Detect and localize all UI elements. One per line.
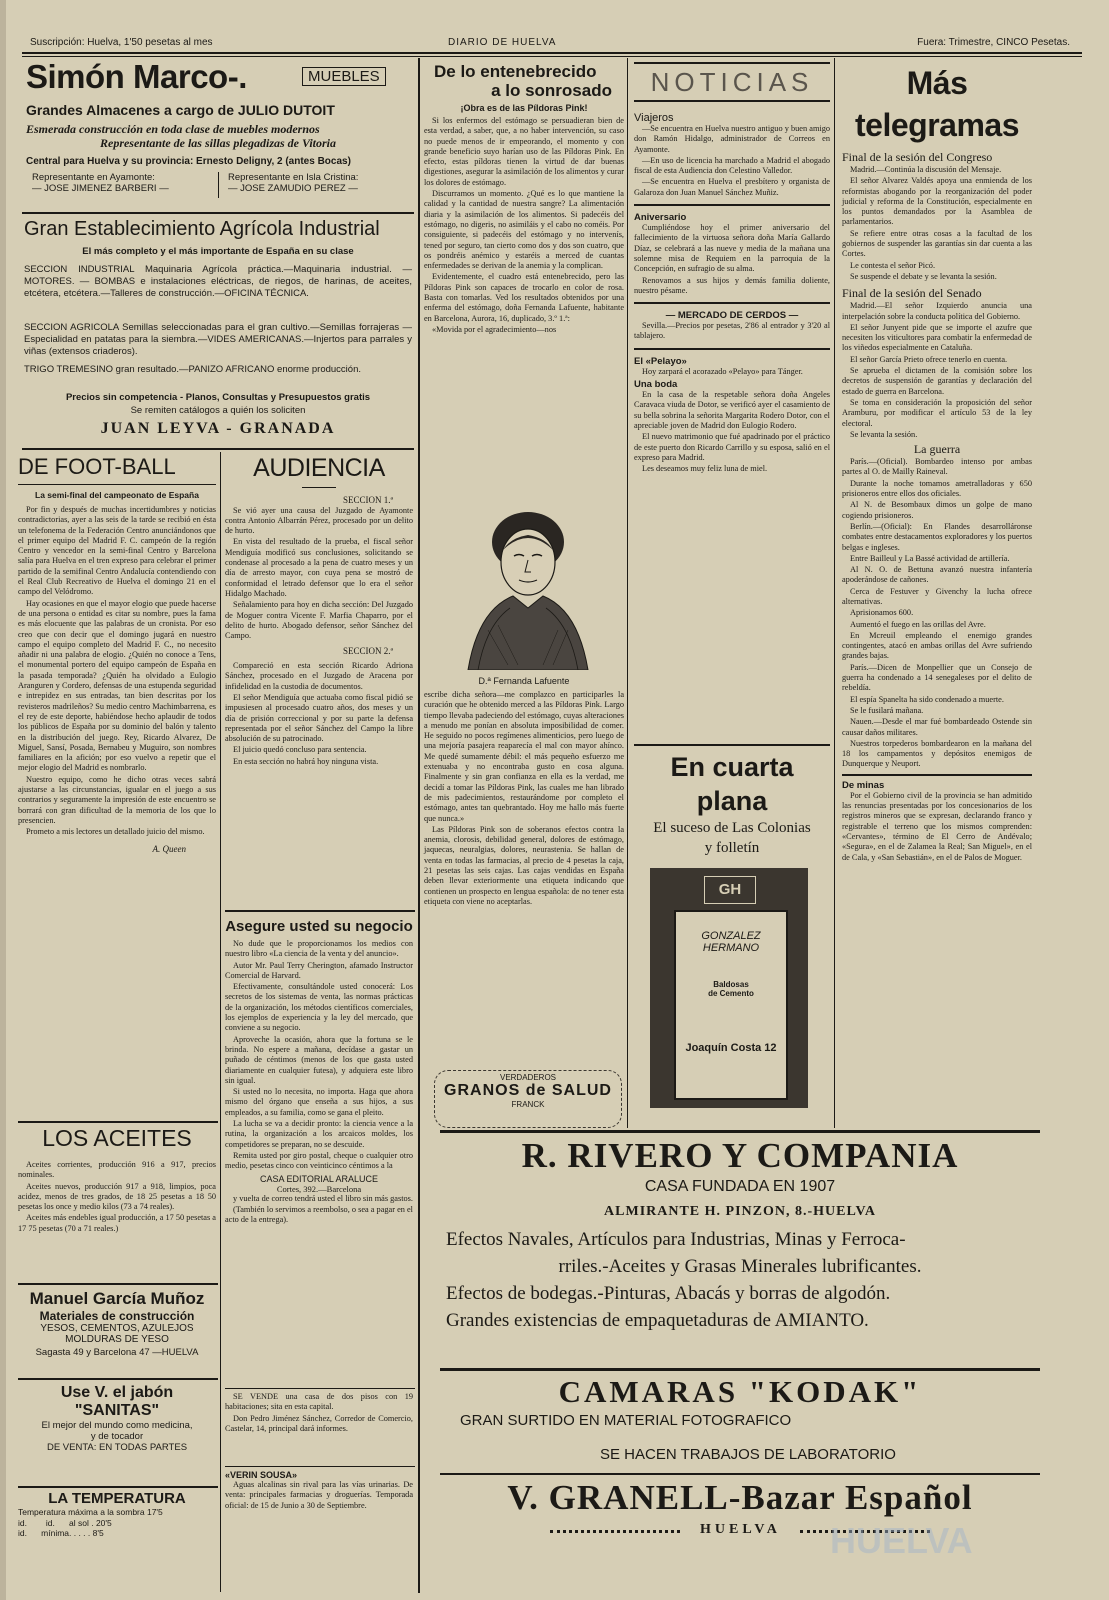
masthead-title: DIARIO DE HUELVA [448,37,557,48]
audiencia-p7: En esta sección no habrá hoy ninguna vista. [233,756,379,766]
senado-p2: El señor Junyent pide que se importe el azufre que necesiten los viticultores para combatir la enfermedad de los viñedos especialmente en Cataluña. [842,322,1032,353]
rivero-ad [440,1134,1040,1358]
asegure-p8: y vuelta de correo tendrá usted el libro sin más gastos. [233,1193,413,1203]
viajeros-p2: —En uso de licencia ha marchado a Madrid el abogado fiscal de esta Audiencia don Celestino Valledor. [634,155,830,176]
audiencia-title: AUDIENCIA [253,454,385,482]
stamp-line1: VERDADEROS [499,1073,556,1082]
cerdos-head: — MERCADO DE CERDOS — [665,310,799,322]
aceites-p2: Aceites nuevos, producción 917 a 918, limpios, poca acidez, menos de tres grados, de 18 25 pesetas a 18 50 pesetas los once y medio kilos (73 a 74 reales). [18,1181,216,1212]
audiencia-p4: Compareció en esta sección Ricardo Adriona Sánchez, procesado en el Juzgado de Aracena por infidelidad en la custodia de documentos. [225,661,413,691]
asegure-p2: Autor Mr. Paul Terry Cherington, afamado Instructor Comercial de Harvard. [225,960,413,980]
asegure-title: Asegure usted su negocio [225,918,413,935]
simon-tag: MUEBLES [302,67,386,86]
gh-brand2: HERMANO [702,942,760,954]
audiencia-article [225,454,413,768]
pildoras-stamp [434,1070,622,1128]
aniversario-head: Aniversario [634,212,687,224]
rule-cerdos [634,348,830,350]
audiencia-sec2: SECCION 2.ª [343,646,393,657]
gh-item2: de Cemento [708,989,754,998]
garcia-line1: YESOS, CEMENTOS, AZULEJOS [40,1323,194,1334]
senado-p1: Madrid.—El señor Izquierdo anuncia una interpelación sobre la conducta política del Gobierno. [842,301,1032,321]
rule-garcia [18,1378,218,1380]
rule-aceites [18,1283,218,1285]
guerra-p14: Nauen.—Desde el mar fué bombardeado Ostende sin causar daños militares. [842,717,1032,737]
rep-right-name: — JOSE ZAMUDIO PEREZ — [228,183,358,194]
minas-body [842,791,1032,863]
pildoras-title1: De lo entenebrecido [434,62,597,81]
garcia-ad [18,1289,216,1358]
pildoras-p3: Evidentemente, el cuadro está entenebrecido, pero las Píldoras Pink son capaces de trocarlo en color de rosa. Basta con tomarlas. Ved los resultados obtenidos por una enferma del estómago, doña Fernanda Lafuente, habitante en Barcelona, Aurora, 16, duplicado, 3.º 1.ª: [424,272,624,323]
col-rule-2 [418,58,420,1593]
aniversario-body [634,223,830,296]
asegure-body2 [225,1194,413,1226]
audiencia-p2: En vista del resultado de la prueba, el fiscal señor Mendiguía modificó sus conclusiones, solicitando se condenase al procesado a la pena de cuatro meses y un día de arresto mayor, con cuya pena se mostró de conformidad el letrado defensor que lo era el señor Hidalgo Machado. [225,537,413,598]
agricola-trigo: TRIGO TREMESINO gran resultado.—PANIZO AFRICANO enorme producción. [24,364,362,375]
guerra-p13: Se le fusilará mañana. [850,705,924,715]
football-article [18,454,216,854]
sanitas-line3: DE VENTA: EN TODAS PARTES [46,1442,188,1453]
pildoras-title2: a lo sonrosado [491,81,612,100]
viajeros-head: Viajeros [634,112,674,124]
pildoras-p2: Discurramos un momento. ¿Qué es lo que mantiene la calidad y la cantidad de nuestra sangre? La alimentación diaria y la asimilación de los alimentos. Si padecéis del estómago, no digeris, no asimiláis y el cabo no coméis. Por consiguiente, si padecéis del estómago y no intervenís, tened por seguro, tan cierto como dos y dos son cuatro, que os pondréis anémico y estaréis a merced de cuantas enfermedades se derivan de la anemia y la complican. [424,189,624,271]
vende-text: SE VENDE una casa de dos pisos con 19 habitaciones; sita en esta capital. [225,1392,413,1412]
senado-body [842,301,1032,440]
telegramas-column [842,62,1032,864]
senado-p6: Se levanta la sesión. [850,429,918,439]
asegure-address: Cortes, 392.—Barcelona [276,1183,362,1194]
rule-simon [22,212,414,214]
simon-central: Central para Huelva y su provincia: Ernesto Deligny, 2 (antes Bocas) [26,156,351,167]
simon-rep-left [32,172,217,194]
simon-line2: Esmerada construcción en toda clase de muebles modernos [26,122,320,136]
congreso-p2: El señor Alvarez Valdés apoya una enmienda de los reformistas abogando por la reorganización del poder judicial y reforma de la Constitución, especialmente en los puntos demandados por la Asamblea de parlamentarios. [842,176,1032,227]
temperatura-box [18,1490,216,1539]
telegramas-title: Más telegramas [855,65,1019,143]
pelayo-head: El «Pelayo» [634,355,687,367]
rule-sanitas [18,1486,218,1488]
aceites-title: LOS ACEITES [42,1125,192,1151]
congreso-p3: Se refiere entre otras cosas a la facultad de los gobiernos de suspender las garantías sin dar cuenta a las Cortes. [842,228,1032,259]
gh-panel [674,910,788,1100]
asegure-p9: (También lo servimos a reembolso, o sea a pagar en el acto de la entrega). [225,1204,413,1225]
agricola-industrial: SECCION INDUSTRIAL Maquinaria Agrícola práctica.—Maquinaria industrial. — MOTORES. — BOMBAS e instalaciones eléctricas, de riegos, de harinas, de aceites, etcétera, etcétera.—Talleres de construcción.—OFICINA TÉCNICA. [24,264,412,299]
agricola-subtitle: El más completo y el más importante de España en su clase [82,246,354,257]
masthead [30,37,1070,51]
masthead-rule-thin [22,56,1082,57]
senado-p5: Se toma en consideración la proposición del señor Aramburu, por modificar el artículo 53 de la ley electoral. [842,397,1032,428]
asegure-p7: Remita usted por giro postal, cheque o cualquier otro medio, pesetas cinco con veinticinco céntimos a la [225,1150,413,1171]
audiencia-ornament [302,487,336,488]
cuarta-plana [634,750,830,858]
asegure-p3: Efectivamente, consultándole usted conocerá: Los secretos de los sistemas de venta, las normas prácticas de la organización, los métodos científicos comerciales, los ejemplos de experiencia y la ley del mercado, que conviene a su negocio. [225,982,413,1033]
rivero-line3: Efectos de bodegas.-Pinturas, Abacás y borras de algodón. [446,1283,891,1304]
rep-right-title: Representante en Isla Cristina: [228,172,359,183]
verin-text: Aguas alcalinas sin rival para las vías urinarias. De venta: principales farmacias y droguerías. Temporada oficial: de 15 de Junio a 30 de Septiembre. [225,1480,413,1510]
asegure-p6: La lucha se va a decidir pronto: la ciencia vence a la rutina, la organización a los arcaicos moldes, los competidores se preparan, no se descuide. [225,1119,413,1149]
rule-viajeros [634,204,830,206]
stamp-line3: FRANCK [511,1100,545,1109]
asegure-ad [225,918,413,1226]
rule-agricola [22,448,414,450]
col-rule-3 [627,58,628,1128]
guerra-p7: Cerca de Festuver y Givenchy la lucha ofrece alternativas. [842,586,1032,606]
audiencia-sec2-body [225,661,413,767]
guerra-p8: Aprisionamos 600. [850,608,914,618]
football-body [18,505,216,838]
simon-line3: Representante de las sillas plegadizas de Vitoria [99,136,336,150]
guerra-p10: En Mcreuil empleando el enemigo grandes contingentes, atacó en ambas orillas del Avre sufriendo grandes bajas. [842,630,1032,661]
minas-p1: Por el Gobierno civil de la provincia se han admitido las renuncias presentadas por los concesionarios de los registros mineros que se expresan, declarando franco y registrable el terreno que los mismos comprenden: «Cervantes», término de El Cerro de Andévalo; «Segura», en el de Zalamea la Real; San Miguel», en el de Cala, y «San Sebastián», en el de Palos de Moguer. [842,790,1032,862]
pelayo-p1: Hoy zarpará el acorazado «Pelayo» para Tánger. [642,366,803,376]
asegure-p1: No dude que le proporcionamos los medios con nuestro libro «La ciencia de la venta y del anuncio». [225,939,413,959]
temperatura-max-sun: id. id. al sol . 20'5 [18,1517,112,1528]
rivero-line4: Grandes existencias de empaquetaduras de AMIANTO. [446,1310,869,1331]
football-title: DE FOOT-BALL [18,454,176,479]
football-p4: Prometo a mis lectores un detallado juicio del mismo. [26,827,205,837]
congreso-p5: Se suspende el debate y se levanta la sesión. [850,271,997,281]
col-rule-4 [834,58,835,1128]
stamp-line2: GRANOS de SALUD [444,1082,612,1099]
boda-body [634,390,830,474]
rule-aniversario [634,302,830,304]
pildoras-subtitle: ¡Obra es de las Píldoras Pink! [460,103,588,113]
senado-p4: Se aprueba el dictamen de la comisión sobre los decretos de suspensión de garantías y declaración del estado de guerra en Barcelona. [842,366,1032,396]
page-edge-left [0,0,6,1600]
guerra-p1: París.—(Oficial). Bombardeo intenso por ambas partes al O. de Mailly Raineval. [842,457,1032,477]
viajeros-p3: —Se encuentra en Huelva el presbítero y organista de Galaroza don Juan Manuel Sánchez Muñiz. [634,177,830,197]
rep-divider [218,172,219,198]
congreso-body [842,165,1032,282]
granell-city: HUELVA [700,1522,781,1537]
guerra-body [842,457,1032,770]
rule-rivero-top [440,1130,1040,1133]
rivero-address: ALMIRANTE H. PINZON, 8.-HUELVA [604,1204,876,1219]
garcia-sub: Materiales de construcción [39,1309,195,1323]
aceites-p3: Aceites más endebles igual producción, a 17 50 pesetas a 17 75 pesetas (70 a 71 reales.) [18,1213,216,1233]
agricola-agricola: SECCION AGRICOLA Semillas seleccionadas para el gran cultivo.—Semillas forrajeras —Especialidad en patatas para la siembra.—VIDES AMERICANAS.—Injertos para parrales y viñas (extensos criaderos). [24,322,412,357]
rivero-founded: CASA FUNDADA EN 1907 [644,1178,836,1195]
senado-head: Final de la sesión del Senado [842,286,982,301]
portrait-caption: D.ª Fernanda Lafuente [478,676,570,686]
rule-asegure [225,1388,415,1389]
football-p3: Nuestro equipo, como he dicho otras veces sabrá ajustarse a las circunstancias, igualar en el juego a sus contrarios y seguramente la impresión de este encuentro se borrará con gran dificultad de la memoria de los que lo presencien. [18,774,216,825]
boda-p1: En la casa de la respetable señora doña Angeles Caravaca viuda de Dotor, se verificó ayer el casamiento de su bella sobrina la señorita Margarita Rodero Dotor, con el apreciable joven de Madrid don Eulogio Rodero. [634,390,830,430]
rule-kodak [440,1473,1040,1475]
football-signature: A. Queen [152,843,186,854]
rule-audiencia [225,910,415,912]
pildoras-p5: escribe dicha señora—me complazco en participarles la curación que he obtenido merced a las Píldoras Pink. Largo tiempo llevaba padeciendo del estómago, cuyas alteraciones a menudo me ponían en absoluta imposibilidad de comer. He seguido no pocos regímenes alimenticios, pero luego de una mejoría pasajera reaparecía el mal con mayor ahínco. Me quedé sumamente débil: el más pequeño esfuerzo me extenuaba y no encontraba gusto en cosa alguna. Finalmente y sin gran confianza en ella es la verdad, me decidí a tomar las Píldoras Pink, las cuales me han librado de mis padecimientos, restaurándome por completo el estómago, antes tan quebrantado. Hoy me hallo más fuerte que nunca.» [424,690,624,823]
garcia-title: Manuel García Muñoz [29,1289,205,1308]
garcia-line2: MOLDURAS DE YESO [65,1334,169,1345]
guerra-p3: Al N. de Besombaux dimos un golpe de mano cogiendo prisioneros. [842,500,1032,520]
guerra-p12: El espía Spanelta ha sido condenado a muerte. [850,694,1004,704]
kodak-ad [440,1374,1040,1544]
rivero-line1: Efectos Navales, Artículos para Industrias, Minas y Ferroca- [446,1229,906,1250]
garcia-address: Sagasta 49 y Barcelona 47 —HUELVA [35,1347,199,1358]
pildoras-p6: Las Píldoras Pink son de soberanos efectos contra la anemia, clorosis, debilidad general, dolores de estómago, jaquecas, neuralgias, dolores, neurastenia. Se hallan de venta en todas las farmacias, al precio de 4 pesetas la caja, 21 pesetas las seis cajas. Las cajas vendidas en España deben llevar exteriormente una etiqueta indicando que contienen un prospecto en lengua española: de no tener esta etiqueta con viene no aceptarlas. [424,824,624,906]
rivero-title: R. RIVERO Y COMPANIA [521,1136,959,1175]
col-rule-1 [220,452,221,1592]
kodak-line2: SE HACEN TRABAJOS DE LABORATORIO [600,1446,896,1463]
rule-football [18,1121,218,1123]
agricola-title: Gran Establecimiento Agrícola Industrial [24,218,380,240]
cuarta-line1: El suceso de Las Colonias [653,820,811,836]
audiencia-p1: Se vió ayer una causa del Juzgado de Ayamonte contra Antonio Albarrán Pérez, procesado por un delito de hurto. [225,505,413,536]
asegure-editorial: CASA EDITORIAL ARALUCE [259,1173,379,1184]
audiencia-p6: El juicio quedó concluso para sentencia. [233,745,367,755]
rep-left-title: Representante en Ayamonte: [32,172,155,183]
asegure-body [225,939,413,1172]
temperatura-title: LA TEMPERATURA [48,1490,186,1507]
pelayo-body [634,367,830,377]
aniversario-p1: Cumpliéndose hoy el primer aniversario del fallecimiento de la virtuosa señora doña María Gallardo Díaz, se celebrará a las nueve y media de la mañana una solemne misa de Requiem en la parroquia de la Concepción, en sufragio de su alma. [634,223,830,274]
simon-line1: Grandes Almacenes a cargo de JULIO DUTOIT [26,102,335,118]
gh-address: Joaquín Costa 12 [685,1042,777,1054]
cerdos-body [634,321,830,342]
agricola-prices: Precios sin competencia - Planos, Consultas y Presupuestos gratis [65,392,371,403]
boda-head: Una boda [634,379,678,391]
congreso-p4: Le contesta el señor Picó. [850,260,936,270]
sanitas-line2: y de tocador [90,1431,144,1442]
verin-title: «VERIN SOUSA» [225,1470,298,1480]
pildoras-p1: Si los enfermos del estómago se persuadieran bien de esta verdad, a saber, que, a no haber intervención, su caso no puede menos de ir empeorando, el momento y con grande beneficio suyo harían uso de las Píldoras Pink. En efecto, estas píldoras tienen la virtud de dar buenas digestiones, asegurar la asimilación de los alimentos y curar los dolores de estómago. [424,116,624,187]
asegure-p5: Si usted no lo necesita, no importa. Haga que ahora mismo del órgano que enseña a sus hijos, a sus empleados, a su familia, como se gana el pleito. [225,1087,413,1117]
pildoras-article [424,62,624,336]
temperatura-max-shade: Temperatura máxima a la sombra 17'5 [18,1507,163,1517]
congreso-p1: Madrid.—Continúa la discusión del Mensaje. [850,165,1002,174]
senado-p3: El señor García Prieto ofrece tenerlo en cuenta. [850,354,1008,364]
agricola-footer: JUAN LEYVA - GRANADA [100,420,336,437]
rule-rivero-bottom [440,1368,1040,1371]
guerra-p6: Al N. O. de Bettuna avanzó nuestra infantería apoderándose de cañones. [842,565,1032,585]
guerra-head: La guerra [913,442,961,457]
aceites-body [18,1160,216,1234]
rep-left-name: — JOSE JIMENEZ BARBERI — [32,183,169,194]
aceites-article [18,1125,216,1235]
agricola-ad [22,218,414,446]
masthead-subscription: Suscripción: Huelva, 1'50 pesetas al mes [30,37,213,48]
football-p2: Hay ocasiones en que el mayor elogio que puede hacerse de una persona o entidad es citar su nombre, pues la fama es más elocuente que las palabras de un cronista. Por eso creo que con decir que el domingo jugará en nuestro campo el equipo completo del Madrid F. C., no necesito añadir ni una palabra de elogio. ¿Quién no conoce a Tens, el monumental portero del equipo campeón de España en la pasada temporada? ¿Quién ha olvidado a Eulogio Aranguren y Cordero, defensas de una estupenda seguridad e intrepidez en sus entradas, tan bien descritas por los revisteros madrileños? Su medio centro Machimbarrena, es el rey de este deporte, habiéndose hecho aplaudir de todos los públicos de España por su dominio del balón y talento en la distribución del juego. Rey, Ricardo Alvarez, De Miguel, Sansí, Posada, Bernabeu y Muguiro, son nombres familiares en la afición; por eso vuelvo a repetir que el mejor elogio del Madrid es nombrarlo. [18,598,216,773]
vende-ad [225,1392,413,1435]
pildoras-body2 [424,690,624,908]
simon-name: Simón Marco-. [26,58,247,95]
congreso-head: Final de la sesión del Congreso [842,150,993,164]
verin-body [225,1480,413,1511]
granell-brand: V. GRANELL-Bazar Español [507,1478,973,1517]
rule-guerra [842,774,1032,776]
gonzalez-ad [650,868,808,1108]
guerra-p5: Entre Bailleul y La Bassé actividad de artillería. [850,553,1010,563]
archive-watermark: HUELVA [830,1520,973,1561]
vende-text2: Don Pedro Jiménez Sánchez, Corredor de Comercio, Castelar, 14, principal dará informes. [225,1413,413,1433]
portrait-illustration [448,490,608,670]
rivero-line2: rriles.-Aceites y Grasas Minerales lubrificantes. [558,1256,922,1277]
cuarta-title: En cuarta plana [670,752,794,816]
guerra-p2: Durante la noche tomamos ametralladoras y 650 prisioneros entre ellos dos oficiales. [842,478,1032,499]
guerra-p15: Nuestros torpederos bombardearon en la mañana del 18 los campamentos y depósitos enemigos de Dunquerque y Neuport. [842,738,1032,769]
masthead-rule [22,52,1082,54]
audiencia-p5: El señor Mendiguía que actuaba como fiscal pidió se impusiesen al procesado cuatro años, dos meses y un día de prisión correccional y por su parte la defensa representada por el señor Sánchez del Campo la libre absolución de su patrocinado. [225,692,413,744]
rule-vende [225,1466,415,1467]
cerdos-p1: Sevilla.—Precios por pesetas, 2'86 al entrador y 3'20 al tablajero. [634,321,830,341]
boda-p3: Les deseamos muy feliz luna de miel. [642,464,768,474]
football-title-rule [18,484,216,485]
verin-ad [225,1470,413,1512]
sanitas-title: Use V. el jabón "SANITAS" [60,1384,174,1419]
pildoras-p4: «Movida por el agradecimiento—nos [432,324,557,334]
agricola-catalog: Se remiten catálogos a quién los soliciten [130,405,306,416]
simon-rep-right [228,172,413,194]
minas-head: De minas [842,779,885,791]
kodak-title: CAMARAS "KODAK" [558,1374,922,1409]
gh-item1: Baldosas [713,980,749,989]
viajeros-body [634,124,830,198]
guerra-p9: Aumentó el fuego en las orillas del Avre. [850,619,986,629]
gh-brand1: GONZALEZ [701,930,761,942]
rule-noticias [634,744,830,746]
audiencia-p3: Señalamiento para hoy en dicha sección: Del Juzgado de Moguer contra Vicente F. Marfia Chaparro, por el delito de hurto. Abogado defensor, señor Sánchez del Campo. [225,600,413,641]
audiencia-sec1: SECCION 1.ª [343,495,393,505]
gh-logo: GH [704,876,756,904]
masthead-outside-price: Fuera: Trimestre, CINCO Pesetas. [917,37,1070,48]
cuarta-line2: y folletín [704,840,760,856]
aceites-p1: Aceites corrientes, producción 916 a 917, precios nominales. [18,1160,216,1180]
city-ornament-left [550,1530,680,1533]
football-p1: Por fin y después de muchas incertidumbres y noticias contradictorias, ayer a las seis de la tarde se recibió en ésta un telefonema de la Federación Centro anunciándonos que el primer equipo del Madrid F. C. campeón de la región Centro y vencedor en la semi-final Centro y Barcelona salía para Huelva en el tren expreso para celebrar el primer partido de la semifinal Centro Andalucía contendiendo con el Real Club Recreativo de Huelva el domingo 21 en el campo del Velódromo. [18,505,216,597]
viajeros-p1: —Se encuentra en Huelva nuestro antiguo y buen amigo don Ramón Hidalgo, administrador de Correos en Ayamonte. [634,124,830,154]
sanitas-ad [18,1384,216,1453]
kodak-line1: GRAN SURTIDO EN MATERIAL FOTOGRAFICO [460,1412,792,1429]
boda-p2: El nuevo matrimonio que fué apadrinado por el práctico de este puerto don Ricardo Carrillo y su esposa, salió en el expreso para Madrid. [634,432,830,462]
sanitas-line1: El mejor del mundo como medicina, [41,1420,193,1431]
asegure-p4: Aproveche la ocasión, ahora que la fortuna se le brinda. No espere a mañana, decídase a gastar un puñado de céntimos (menos de los que gasta usted diariamente en cualquier futesa), y adquiera este libro sin igual. [225,1034,413,1085]
noticias-column [634,62,830,475]
audiencia-sec1-body [225,506,413,642]
aniversario-p2: Renovamos a sus hijos y demás familia doliente, nuestro pésame. [634,275,830,295]
pildoras-body [424,116,624,335]
football-subtitle: La semi-final del campeonato de España [35,490,199,500]
simon-marco-ad [22,58,412,210]
guerra-p11: París.—Dicen de Monpellier que un Consejo de guerra ha condenado a 14 senegaleses por el delito de rebeldía. [842,662,1032,693]
temperatura-min: id. mínima. . . . . 8'5 [18,1528,104,1538]
noticias-title: NOTICIAS [634,62,830,102]
guerra-p4: Berlín.—(Oficial): En Flandes desarrolláronse combates entre destacamentos exploradores y los puertos belgas e ingleses. [842,521,1032,552]
